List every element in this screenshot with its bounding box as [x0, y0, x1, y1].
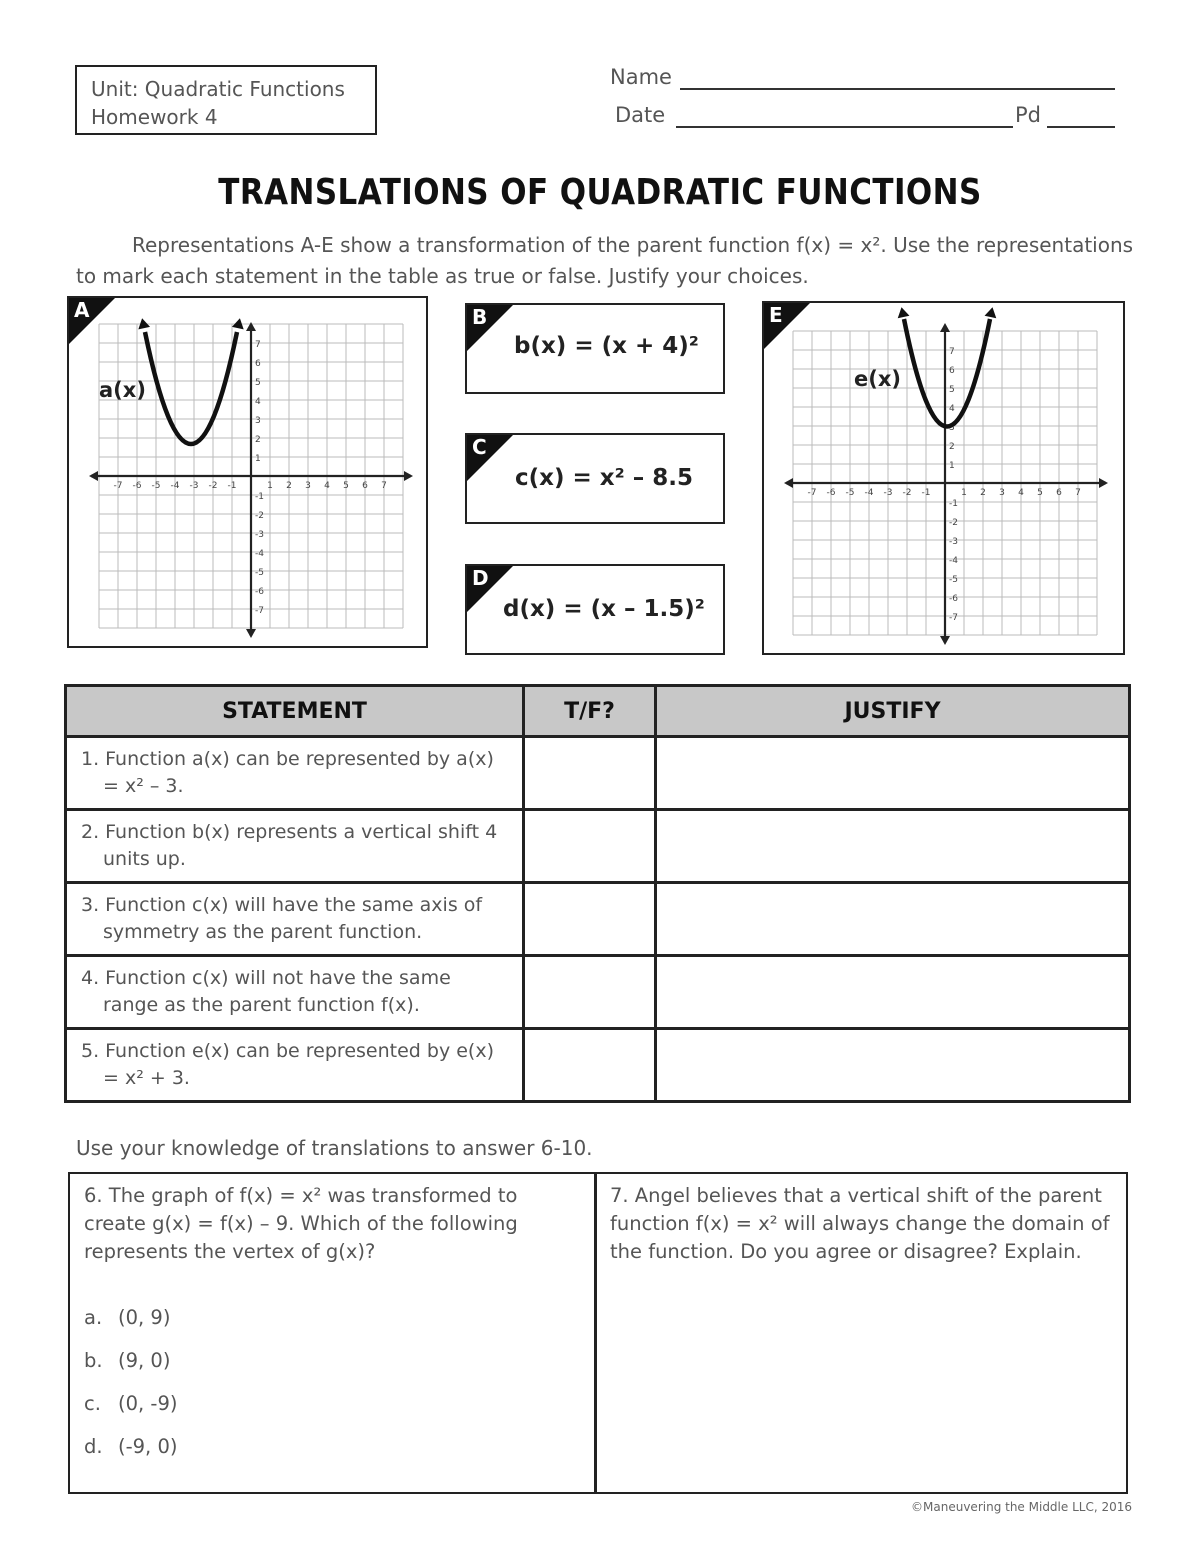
card-letter: B [472, 305, 488, 329]
y-tick-label: -6 [255, 587, 264, 597]
section-instructions: Use your knowledge of translations to answer 6-10. [76, 1136, 593, 1160]
choice-b[interactable] [84, 1349, 170, 1372]
equation-b: b(x) = (x + 4)² [514, 333, 699, 359]
y-tick-label: -6 [949, 594, 958, 604]
choice-label: c. [84, 1392, 101, 1415]
y-tick-label: 6 [255, 359, 261, 369]
card-letter: E [769, 303, 783, 327]
card-e [762, 301, 1125, 655]
y-tick-label: -2 [949, 518, 958, 528]
justify-answer[interactable] [656, 810, 1130, 883]
statement-text: 1. Function a(x) can be represented by a(x) = x² – 3. [81, 748, 494, 797]
choice-value: (-9, 0) [118, 1435, 178, 1458]
x-tick-label: -1 [227, 481, 237, 491]
justify-answer[interactable] [656, 956, 1130, 1029]
arrow-head [985, 306, 999, 318]
function-label-e: e(x) [854, 367, 901, 391]
y-tick-label: -2 [255, 511, 264, 521]
question-6: 6. The graph of f(x) = x² was transformed to create g(x) = f(x) – 9. Which of the following represents the vertex of g(x)? [84, 1184, 518, 1263]
axis-arrow [246, 629, 256, 638]
x-tick-label: -2 [208, 481, 218, 491]
parabola-a [145, 332, 237, 444]
x-tick-label: -6 [826, 488, 836, 498]
grid [89, 322, 413, 638]
x-tick-label: -7 [113, 481, 123, 491]
card-c [465, 433, 725, 524]
card-b [465, 303, 725, 394]
y-tick-label: 4 [255, 397, 261, 407]
x-tick-label: -2 [902, 488, 912, 498]
x-tick-label: 2 [980, 488, 986, 498]
choice-value: (9, 0) [118, 1349, 171, 1372]
statement-cell [66, 1029, 524, 1102]
x-tick-label: 3 [999, 488, 1005, 498]
table-row [66, 883, 1130, 956]
x-tick-label: -4 [864, 488, 874, 498]
x-tick-label: -7 [807, 488, 817, 498]
y-tick-label: -3 [255, 530, 264, 540]
x-tick-label: 5 [343, 481, 349, 491]
y-tick-label: -7 [255, 606, 264, 616]
x-tick-label: 6 [362, 481, 368, 491]
y-tick-label: 7 [255, 340, 261, 350]
x-tick-label: -3 [189, 481, 199, 491]
table-row [66, 956, 1130, 1029]
true-false-answer[interactable] [524, 956, 656, 1029]
x-tick-label: 6 [1056, 488, 1062, 498]
x-tick-label: -1 [921, 488, 931, 498]
axis-arrow [246, 322, 256, 331]
y-tick-label: 1 [949, 461, 955, 471]
arrow-head [136, 317, 150, 329]
graph-a [69, 298, 425, 645]
x-tick-label: 3 [305, 481, 311, 491]
y-tick-label: -1 [255, 492, 264, 502]
axis-arrow [784, 478, 793, 488]
homework-number: Homework 4 [91, 105, 218, 129]
y-tick-label: -7 [949, 613, 958, 623]
justify-answer[interactable] [656, 883, 1130, 956]
axis-arrow [1099, 478, 1108, 488]
instructions: Representations A-E show a transformation of the parent function f(x) = x². Use the representations to mark each statement in the table as true or false. Justify your choices. [76, 233, 1134, 288]
x-tick-label: 2 [286, 481, 292, 491]
axis-arrow [404, 471, 413, 481]
column-divider [594, 1174, 597, 1492]
graph-e [764, 303, 1122, 652]
x-tick-label: -4 [170, 481, 180, 491]
y-tick-label: 5 [949, 385, 955, 395]
date-field[interactable] [676, 126, 1013, 128]
parabola-e [904, 319, 990, 427]
period-label: Pd [1015, 103, 1041, 127]
x-tick-label: 4 [324, 481, 330, 491]
y-tick-label: 6 [949, 366, 955, 376]
x-tick-label: 1 [961, 488, 967, 498]
header-justify: JUSTIFY [656, 686, 1130, 737]
unit-title: Unit: Quadratic Functions [91, 77, 345, 101]
function-label-a: a(x) [99, 378, 146, 402]
y-tick-label: 4 [949, 404, 955, 414]
x-tick-label: 1 [267, 481, 273, 491]
worksheet-title: TRANSLATIONS OF QUADRATIC FUNCTIONS [218, 172, 982, 213]
name-field[interactable] [680, 88, 1115, 90]
y-tick-label: -4 [255, 549, 264, 559]
statement-table [64, 684, 1131, 1103]
choice-c[interactable] [84, 1392, 177, 1415]
statement-cell [66, 737, 524, 810]
choice-label: b. [84, 1349, 103, 1372]
statement-text: 3. Function c(x) will have the same axis of symmetry as the parent function. [81, 894, 483, 943]
axis-arrow [940, 323, 950, 332]
x-tick-label: 5 [1037, 488, 1043, 498]
x-tick-label: 7 [381, 481, 387, 491]
choice-value: (0, 9) [118, 1306, 171, 1329]
card-a [67, 296, 428, 648]
table-row [66, 810, 1130, 883]
x-tick-label: -5 [151, 481, 161, 491]
card-letter: C [472, 435, 487, 459]
arrow-head [896, 306, 910, 318]
statement-cell [66, 883, 524, 956]
y-tick-label: 2 [255, 435, 261, 445]
table-row [66, 1029, 1130, 1102]
x-tick-label: -3 [883, 488, 893, 498]
x-tick-label: -6 [132, 481, 142, 491]
questions-box [68, 1172, 1128, 1494]
grid [784, 323, 1108, 645]
justify-answer[interactable] [656, 737, 1130, 810]
question-7: 7. Angel believes that a vertical shift of the parent function f(x) = x² will always change the domain of the function. Do you agree or disagree? Explain. [610, 1184, 1110, 1263]
period-field[interactable] [1047, 126, 1115, 128]
y-tick-label: -1 [949, 499, 958, 509]
true-false-answer[interactable] [524, 810, 656, 883]
true-false-answer[interactable] [524, 883, 656, 956]
true-false-answer[interactable] [524, 737, 656, 810]
x-tick-label: 4 [1018, 488, 1024, 498]
x-tick-label: -5 [845, 488, 855, 498]
y-tick-label: 7 [949, 347, 955, 357]
y-tick-label: -5 [255, 568, 264, 578]
justify-answer[interactable] [656, 1029, 1130, 1102]
card-letter: A [74, 298, 90, 322]
y-tick-label: -5 [949, 575, 958, 585]
y-tick-label: -3 [949, 537, 958, 547]
equation-d: d(x) = (x – 1.5)² [503, 596, 705, 622]
equation-c: c(x) = x² – 8.5 [515, 465, 693, 491]
statement-cell [66, 956, 524, 1029]
copyright: ©Maneuvering the Middle LLC, 2016 [911, 1500, 1132, 1514]
choice-label: d. [84, 1435, 103, 1458]
table-row [66, 737, 1130, 810]
choice-label: a. [84, 1306, 103, 1329]
arrow-head [232, 317, 246, 329]
choice-value: (0, -9) [118, 1392, 178, 1415]
y-tick-label: 2 [949, 442, 955, 452]
card-d [465, 564, 725, 655]
y-tick-label: -4 [949, 556, 958, 566]
choice-d[interactable] [84, 1435, 177, 1458]
table-header-row [66, 686, 1130, 737]
axis-arrow [89, 471, 98, 481]
y-tick-label: 1 [255, 454, 261, 464]
statement-text: 5. Function e(x) can be represented by e(x) = x² + 3. [81, 1040, 494, 1089]
true-false-answer[interactable] [524, 1029, 656, 1102]
statement-text: 4. Function c(x) will not have the same range as the parent function f(x). [81, 967, 451, 1016]
y-tick-label: 3 [949, 423, 955, 433]
header-true-false: T/F? [524, 686, 656, 737]
statement-cell [66, 810, 524, 883]
statement-text: 2. Function b(x) represents a vertical shift 4 units up. [81, 821, 498, 870]
header-statement: STATEMENT [66, 686, 524, 737]
choice-a[interactable] [84, 1306, 170, 1329]
y-tick-label: 5 [255, 378, 261, 388]
date-label: Date [615, 103, 666, 127]
name-label: Name [610, 65, 672, 89]
x-tick-label: 7 [1075, 488, 1081, 498]
y-tick-label: 3 [255, 416, 261, 426]
card-letter: D [472, 566, 489, 590]
unit-box [75, 65, 377, 135]
axis-arrow [940, 636, 950, 645]
